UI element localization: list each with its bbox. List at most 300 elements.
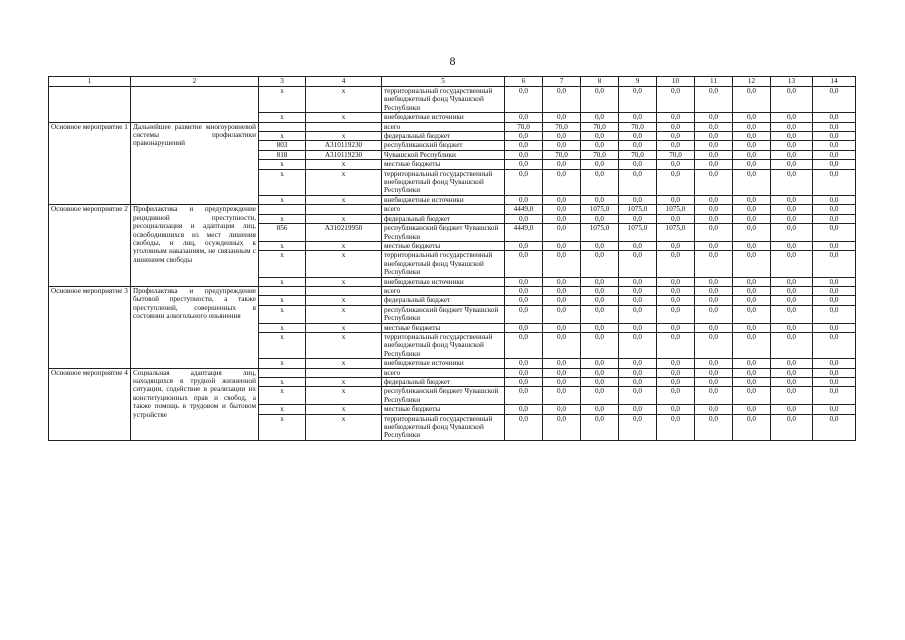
grbs-code-cell: х (259, 305, 306, 323)
amount-cell: 0,0 (505, 286, 543, 295)
amount-cell: 0,0 (771, 414, 813, 440)
column-header: 9 (619, 77, 657, 87)
amount-cell: 0,0 (543, 251, 581, 277)
funding-source-cell: всего (382, 368, 505, 377)
column-header: 2 (131, 77, 259, 87)
amount-cell: 0,0 (543, 359, 581, 368)
amount-cell: 0,0 (619, 286, 657, 295)
amount-cell: 0,0 (657, 241, 695, 250)
amount-cell: 0,0 (695, 87, 733, 113)
amount-cell: 0,0 (505, 87, 543, 113)
amount-cell: 0,0 (695, 359, 733, 368)
amount-cell: 0,0 (695, 195, 733, 204)
budget-code-cell: х (306, 296, 382, 305)
grbs-code-cell: х (259, 332, 306, 358)
amount-cell: 0,0 (505, 323, 543, 332)
grbs-code-cell: 818 (259, 150, 306, 159)
budget-code-cell: х (306, 323, 382, 332)
budget-code-cell: х (306, 378, 382, 387)
amount-cell: 0,0 (505, 241, 543, 250)
funding-source-cell: местные бюджеты (382, 160, 505, 169)
table-row (49, 368, 856, 377)
amount-cell: 0,0 (813, 150, 856, 159)
amount-cell: 0,0 (771, 205, 813, 214)
amount-cell: 0,0 (619, 169, 657, 195)
amount-cell: 0,0 (619, 195, 657, 204)
amount-cell: 0,0 (657, 87, 695, 113)
amount-cell: 0,0 (733, 224, 771, 242)
amount-cell: 0,0 (619, 332, 657, 358)
amount-cell: 0,0 (657, 277, 695, 286)
amount-cell: 0,0 (543, 160, 581, 169)
amount-cell: 0,0 (771, 224, 813, 242)
amount-cell: 0,0 (813, 277, 856, 286)
amount-cell: 0,0 (695, 387, 733, 405)
amount-cell: 0,0 (581, 195, 619, 204)
funding-source-cell: территориальный государственный внебюджетный фонд Чувашской Республики (382, 169, 505, 195)
amount-cell: 0,0 (733, 378, 771, 387)
column-header: 10 (657, 77, 695, 87)
amount-cell: 0,0 (657, 214, 695, 223)
event-name-cell: Основное мероприятие 4 (49, 368, 131, 440)
amount-cell: 0,0 (619, 141, 657, 150)
amount-cell: 0,0 (581, 87, 619, 113)
event-description-cell: Профилактика и предупреждение рецидивной преступности, ресоциализация и адаптация лиц, освободившихся из мест лишения свободы, и лиц, осужденных к уголовным наказаниям, не связанным с лишением свободы (131, 205, 259, 287)
funding-source-cell: территориальный государственный внебюджетный фонд Чувашской Республики (382, 414, 505, 440)
amount-cell: 0,0 (657, 405, 695, 414)
amount-cell: 0,0 (771, 277, 813, 286)
amount-cell: 0,0 (733, 286, 771, 295)
funding-source-cell: местные бюджеты (382, 405, 505, 414)
column-header: 12 (733, 77, 771, 87)
funding-source-cell: внебюджетные источники (382, 277, 505, 286)
table-body (49, 77, 856, 441)
amount-cell: 0,0 (543, 323, 581, 332)
amount-cell: 0,0 (543, 141, 581, 150)
budget-code-cell: А310119230 (306, 141, 382, 150)
event-description-cell: Социальная адаптация лиц, находящихся в трудной жизненной ситуации, содействие в реализации их конституционных прав и свобод, а также помощь в трудовом и бытовом устройстве (131, 368, 259, 440)
amount-cell: 0,0 (619, 214, 657, 223)
amount-cell: 0,0 (581, 405, 619, 414)
event-name-cell: Основное мероприятие 2 (49, 205, 131, 287)
amount-cell: 0,0 (813, 305, 856, 323)
amount-cell: 0,0 (771, 387, 813, 405)
amount-cell: 0,0 (695, 414, 733, 440)
grbs-code-cell (259, 286, 306, 295)
amount-cell: 0,0 (505, 141, 543, 150)
table-row (49, 122, 856, 131)
amount-cell: 0,0 (695, 251, 733, 277)
amount-cell: 0,0 (543, 113, 581, 122)
grbs-code-cell: х (259, 387, 306, 405)
amount-cell: 0,0 (619, 277, 657, 286)
amount-cell: 4449,0 (505, 205, 543, 214)
page-number: 8 (449, 54, 456, 68)
grbs-code-cell (259, 122, 306, 131)
amount-cell: 0,0 (695, 368, 733, 377)
budget-code-cell: х (306, 414, 382, 440)
amount-cell: 0,0 (657, 296, 695, 305)
funding-source-cell: внебюджетные источники (382, 359, 505, 368)
grbs-code-cell: х (259, 241, 306, 250)
amount-cell: 0,0 (505, 332, 543, 358)
column-header: 5 (382, 77, 505, 87)
amount-cell: 0,0 (543, 195, 581, 204)
amount-cell: 0,0 (813, 113, 856, 122)
grbs-code-cell: х (259, 414, 306, 440)
amount-cell: 0,0 (771, 214, 813, 223)
amount-cell: 0,0 (657, 359, 695, 368)
event-name-cell: Основное мероприятие 1 (49, 122, 131, 205)
amount-cell: 0,0 (695, 405, 733, 414)
amount-cell: 0,0 (581, 160, 619, 169)
budget-code-cell (306, 286, 382, 295)
budget-code-cell (306, 368, 382, 377)
amount-cell: 0,0 (657, 195, 695, 204)
amount-cell: 4449,0 (505, 224, 543, 242)
amount-cell: 0,0 (695, 241, 733, 250)
amount-cell: 0,0 (505, 378, 543, 387)
budget-code-cell: х (306, 195, 382, 204)
amount-cell: 0,0 (581, 132, 619, 141)
amount-cell: 0,0 (733, 113, 771, 122)
table-row (49, 87, 856, 113)
amount-cell: 0,0 (505, 251, 543, 277)
amount-cell: 0,0 (771, 195, 813, 204)
grbs-code-cell: х (259, 214, 306, 223)
amount-cell: 0,0 (619, 251, 657, 277)
amount-cell: 0,0 (695, 169, 733, 195)
amount-cell: 0,0 (733, 241, 771, 250)
amount-cell: 70,0 (619, 122, 657, 131)
amount-cell: 0,0 (695, 296, 733, 305)
grbs-code-cell: х (259, 277, 306, 286)
amount-cell: 0,0 (505, 387, 543, 405)
grbs-code-cell: х (259, 251, 306, 277)
amount-cell: 0,0 (733, 414, 771, 440)
amount-cell: 0,0 (581, 296, 619, 305)
amount-cell: 0,0 (581, 113, 619, 122)
amount-cell: 0,0 (733, 305, 771, 323)
budget-code-cell: А310119230 (306, 150, 382, 159)
amount-cell: 0,0 (695, 122, 733, 131)
grbs-code-cell (259, 205, 306, 214)
budget-code-cell: х (306, 241, 382, 250)
amount-cell: 0,0 (581, 286, 619, 295)
amount-cell: 1075,0 (619, 205, 657, 214)
amount-cell: 0,0 (657, 141, 695, 150)
amount-cell: 0,0 (733, 214, 771, 223)
amount-cell: 0,0 (813, 414, 856, 440)
amount-cell: 0,0 (543, 286, 581, 295)
amount-cell: 1075,0 (581, 224, 619, 242)
amount-cell: 0,0 (505, 277, 543, 286)
amount-cell: 0,0 (505, 150, 543, 159)
amount-cell: 0,0 (543, 405, 581, 414)
grbs-code-cell: х (259, 113, 306, 122)
funding-source-cell: республиканский бюджет Чувашской Республики (382, 387, 505, 405)
amount-cell: 0,0 (543, 205, 581, 214)
funding-source-cell: внебюджетные источники (382, 195, 505, 204)
funding-source-cell: всего (382, 205, 505, 214)
amount-cell: 70,0 (543, 122, 581, 131)
budget-code-cell: х (306, 251, 382, 277)
amount-cell: 0,0 (505, 305, 543, 323)
amount-cell: 1075,0 (581, 205, 619, 214)
amount-cell: 0,0 (733, 368, 771, 377)
amount-cell: 0,0 (813, 205, 856, 214)
amount-cell: 0,0 (657, 332, 695, 358)
amount-cell: 0,0 (771, 368, 813, 377)
budget-table (48, 76, 856, 441)
column-header: 14 (813, 77, 856, 87)
funding-source-cell: федеральный бюджет (382, 378, 505, 387)
budget-code-cell: х (306, 359, 382, 368)
column-header: 6 (505, 77, 543, 87)
amount-cell: 0,0 (733, 169, 771, 195)
amount-cell: 0,0 (771, 378, 813, 387)
column-header: 11 (695, 77, 733, 87)
amount-cell: 0,0 (543, 241, 581, 250)
amount-cell: 0,0 (733, 150, 771, 159)
amount-cell: 0,0 (813, 296, 856, 305)
amount-cell: 0,0 (543, 387, 581, 405)
amount-cell: 0,0 (619, 241, 657, 250)
amount-cell: 0,0 (619, 368, 657, 377)
budget-code-cell: х (306, 387, 382, 405)
amount-cell: 0,0 (695, 141, 733, 150)
amount-cell: 0,0 (581, 359, 619, 368)
amount-cell: 0,0 (581, 368, 619, 377)
amount-cell: 0,0 (505, 195, 543, 204)
amount-cell: 1075,0 (619, 224, 657, 242)
event-description-cell: Дальнейшее развитие многоуровневой системы профилактики правонарушений (131, 122, 259, 205)
amount-cell: 0,0 (581, 323, 619, 332)
amount-cell: 0,0 (813, 241, 856, 250)
amount-cell: 0,0 (505, 169, 543, 195)
amount-cell: 0,0 (543, 132, 581, 141)
funding-source-cell: федеральный бюджет (382, 214, 505, 223)
amount-cell: 0,0 (543, 305, 581, 323)
amount-cell: 0,0 (619, 132, 657, 141)
budget-code-cell: х (306, 277, 382, 286)
amount-cell: 0,0 (619, 87, 657, 113)
amount-cell: 0,0 (657, 323, 695, 332)
amount-cell: 0,0 (505, 160, 543, 169)
amount-cell: 0,0 (771, 160, 813, 169)
amount-cell: 0,0 (813, 359, 856, 368)
amount-cell: 0,0 (543, 332, 581, 358)
amount-cell: 70,0 (657, 150, 695, 159)
amount-cell: 0,0 (505, 359, 543, 368)
amount-cell: 0,0 (733, 160, 771, 169)
amount-cell: 0,0 (505, 368, 543, 377)
amount-cell: 0,0 (771, 296, 813, 305)
amount-cell: 0,0 (619, 387, 657, 405)
amount-cell: 0,0 (543, 378, 581, 387)
amount-cell: 0,0 (581, 332, 619, 358)
amount-cell: 1075,0 (657, 224, 695, 242)
funding-source-cell: республиканский бюджет (382, 141, 505, 150)
amount-cell: 0,0 (505, 214, 543, 223)
amount-cell: 0,0 (657, 132, 695, 141)
funding-source-cell: всего (382, 122, 505, 131)
grbs-code-cell: х (259, 405, 306, 414)
funding-source-cell: территориальный государственный внебюджетный фонд Чувашской Республики (382, 251, 505, 277)
budget-code-cell: х (306, 214, 382, 223)
amount-cell: 0,0 (695, 323, 733, 332)
amount-cell: 0,0 (733, 251, 771, 277)
amount-cell: 0,0 (733, 359, 771, 368)
budget-code-cell: х (306, 405, 382, 414)
amount-cell: 0,0 (771, 359, 813, 368)
amount-cell: 0,0 (813, 286, 856, 295)
amount-cell: 0,0 (619, 378, 657, 387)
amount-cell: 0,0 (813, 160, 856, 169)
column-header: 3 (259, 77, 306, 87)
grbs-code-cell: х (259, 323, 306, 332)
grbs-code-cell: х (259, 378, 306, 387)
amount-cell: 0,0 (581, 169, 619, 195)
amount-cell: 0,0 (619, 323, 657, 332)
amount-cell: 0,0 (771, 323, 813, 332)
budget-code-cell: х (306, 169, 382, 195)
funding-source-cell: всего (382, 286, 505, 295)
amount-cell: 0,0 (695, 205, 733, 214)
amount-cell: 0,0 (505, 414, 543, 440)
amount-cell: 0,0 (813, 368, 856, 377)
amount-cell: 0,0 (581, 277, 619, 286)
amount-cell: 0,0 (619, 414, 657, 440)
amount-cell: 0,0 (505, 132, 543, 141)
amount-cell: 0,0 (581, 214, 619, 223)
amount-cell: 0,0 (813, 141, 856, 150)
amount-cell: 0,0 (581, 305, 619, 323)
grbs-code-cell: х (259, 195, 306, 204)
amount-cell: 0,0 (695, 286, 733, 295)
amount-cell: 0,0 (543, 414, 581, 440)
amount-cell: 0,0 (695, 150, 733, 159)
amount-cell: 0,0 (771, 251, 813, 277)
amount-cell: 0,0 (813, 251, 856, 277)
amount-cell: 0,0 (619, 296, 657, 305)
amount-cell: 0,0 (813, 224, 856, 242)
amount-cell: 0,0 (771, 122, 813, 131)
amount-cell: 0,0 (733, 122, 771, 131)
amount-cell: 0,0 (733, 205, 771, 214)
grbs-code-cell: х (259, 132, 306, 141)
amount-cell: 0,0 (581, 251, 619, 277)
event-description-cell (131, 87, 259, 123)
budget-code-cell (306, 205, 382, 214)
amount-cell: 0,0 (695, 224, 733, 242)
amount-cell: 0,0 (657, 368, 695, 377)
amount-cell: 0,0 (657, 251, 695, 277)
amount-cell: 0,0 (657, 387, 695, 405)
amount-cell: 0,0 (733, 405, 771, 414)
amount-cell: 0,0 (543, 214, 581, 223)
amount-cell: 0,0 (695, 378, 733, 387)
budget-code-cell: А310219950 (306, 224, 382, 242)
amount-cell: 0,0 (695, 132, 733, 141)
amount-cell: 0,0 (733, 387, 771, 405)
amount-cell: 70,0 (619, 150, 657, 159)
funding-source-cell: федеральный бюджет (382, 132, 505, 141)
amount-cell: 0,0 (733, 195, 771, 204)
amount-cell: 0,0 (657, 414, 695, 440)
amount-cell: 0,0 (695, 305, 733, 323)
grbs-code-cell: 856 (259, 224, 306, 242)
amount-cell: 0,0 (771, 132, 813, 141)
funding-source-cell: территориальный государственный внебюджетный фонд Чувашской Республики (382, 87, 505, 113)
grbs-code-cell: х (259, 87, 306, 113)
amount-cell: 0,0 (813, 214, 856, 223)
amount-cell: 0,0 (771, 305, 813, 323)
amount-cell: 0,0 (695, 277, 733, 286)
budget-code-cell: х (306, 305, 382, 323)
amount-cell: 0,0 (733, 87, 771, 113)
amount-cell: 70,0 (581, 150, 619, 159)
amount-cell: 1075,0 (657, 205, 695, 214)
column-header: 4 (306, 77, 382, 87)
amount-cell: 0,0 (581, 387, 619, 405)
amount-cell: 0,0 (543, 277, 581, 286)
funding-source-cell: местные бюджеты (382, 241, 505, 250)
amount-cell: 0,0 (543, 368, 581, 377)
amount-cell: 0,0 (813, 195, 856, 204)
amount-cell: 0,0 (695, 332, 733, 358)
amount-cell: 70,0 (505, 122, 543, 131)
amount-cell: 0,0 (581, 141, 619, 150)
amount-cell: 0,0 (581, 241, 619, 250)
amount-cell: 0,0 (771, 113, 813, 122)
amount-cell: 0,0 (657, 160, 695, 169)
amount-cell: 0,0 (813, 132, 856, 141)
amount-cell: 0,0 (657, 122, 695, 131)
column-header: 1 (49, 77, 131, 87)
budget-code-cell: х (306, 132, 382, 141)
amount-cell: 70,0 (543, 150, 581, 159)
funding-source-cell: Чувашской Республики (382, 150, 505, 159)
grbs-code-cell: х (259, 296, 306, 305)
amount-cell: 0,0 (619, 359, 657, 368)
amount-cell: 0,0 (771, 332, 813, 358)
amount-cell: 0,0 (657, 169, 695, 195)
grbs-code-cell (259, 368, 306, 377)
table-row (49, 286, 856, 295)
amount-cell: 0,0 (813, 378, 856, 387)
amount-cell: 0,0 (813, 87, 856, 113)
amount-cell: 0,0 (543, 224, 581, 242)
amount-cell: 0,0 (771, 169, 813, 195)
amount-cell: 0,0 (813, 405, 856, 414)
amount-cell: 0,0 (733, 323, 771, 332)
amount-cell: 0,0 (771, 405, 813, 414)
grbs-code-cell: х (259, 359, 306, 368)
amount-cell: 0,0 (813, 122, 856, 131)
amount-cell: 0,0 (733, 277, 771, 286)
amount-cell: 0,0 (581, 414, 619, 440)
funding-source-cell: внебюджетные источники (382, 113, 505, 122)
funding-source-cell: республиканский бюджет Чувашской Республики (382, 305, 505, 323)
amount-cell: 0,0 (695, 160, 733, 169)
funding-source-cell: республиканский бюджет Чувашской Республики (382, 224, 505, 242)
amount-cell: 0,0 (581, 378, 619, 387)
column-header: 8 (581, 77, 619, 87)
budget-code-cell: х (306, 113, 382, 122)
budget-code-cell (306, 122, 382, 131)
amount-cell: 0,0 (657, 113, 695, 122)
